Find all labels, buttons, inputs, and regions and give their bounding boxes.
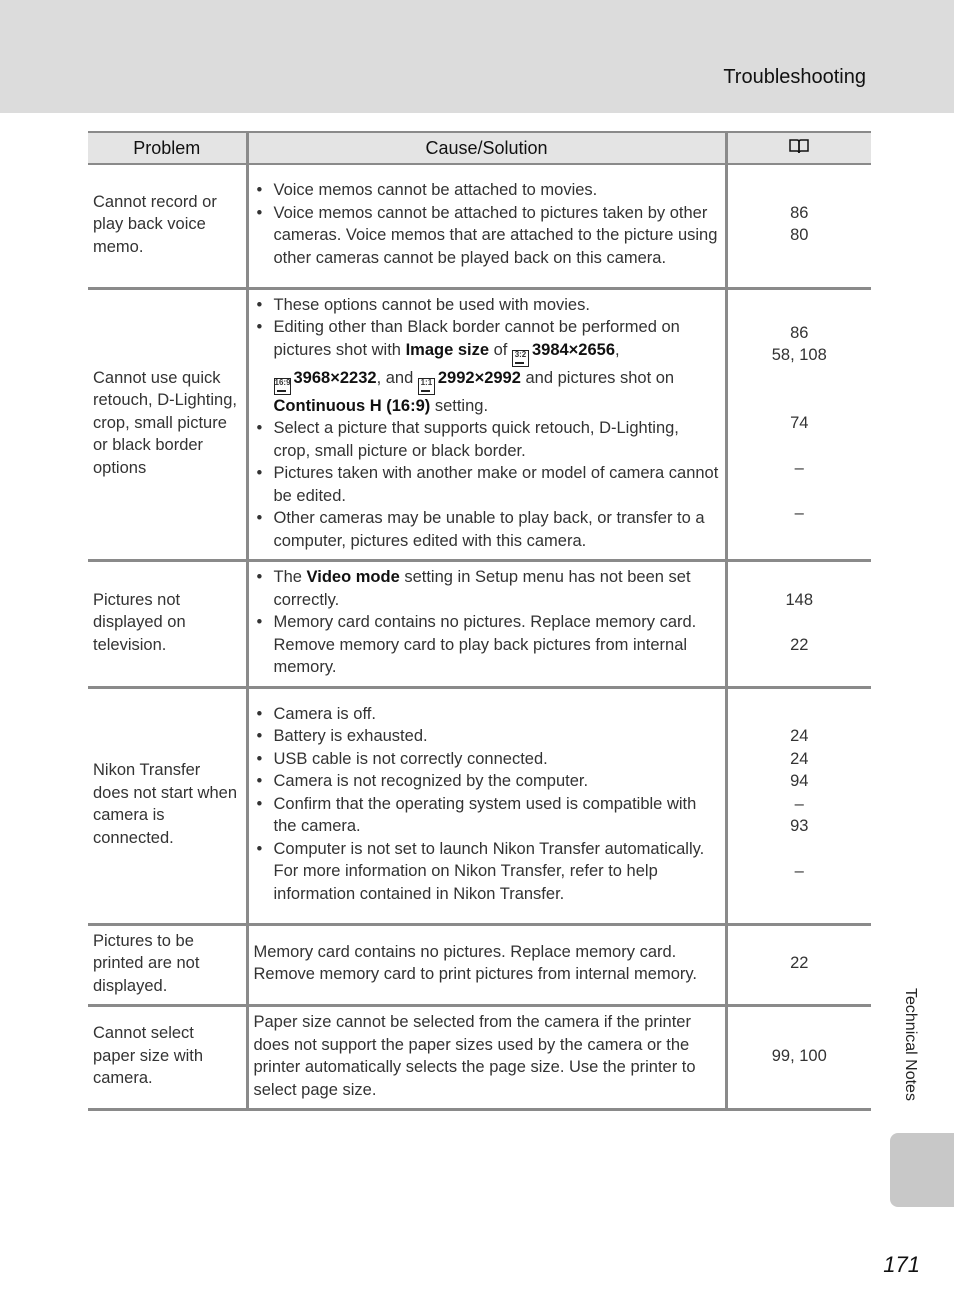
book-reference-icon [789,137,809,160]
cause-cell: Paper size cannot be selected from the camera if the printer does not support the paper sizes used by the camera or the printer automatically selects the page size. Use the printer to select page size. [247,1006,726,1110]
cause-text: Computer is not set to launch Nikon Transfer automatically. [273,839,705,858]
page-ref: 74 [790,413,809,432]
cause-item: • Voice memos cannot be attached to pictures taken by other cameras. Voice memos that are attached to the picture using other cameras cannot be played back on this camera. [254,202,720,270]
page-ref: 94 [790,772,809,791]
page-ref: – [794,503,804,522]
cause-text: , and [376,368,418,387]
cause-item [254,566,720,611]
reference-cell [726,1006,871,1110]
cause-cell [247,561,726,688]
page-ref: 99, 100 [771,1046,827,1065]
menu-item-name: Image size [405,340,490,359]
page-ref: 93 [790,817,809,836]
cause-item: • Camera is not recognized by the computer. [254,770,720,793]
table-row [88,561,871,688]
page-ref: 22 [790,635,809,654]
cause-item: • Select a picture that supports quick retouch, D-Lighting, crop, small picture or black border. [254,417,720,462]
image-size-3-2-icon: 3:2 [512,350,529,367]
page-header-title: Troubleshooting [723,66,866,88]
column-header-reference [726,132,871,164]
table-row [88,288,871,561]
page-ref: 24 [790,749,809,768]
table-row [88,1006,871,1110]
cause-item [254,316,720,417]
reference-cell [726,561,871,688]
problem-cell: Nikon Transfer does not start when camera is connected. [88,687,247,924]
table-row [88,924,871,1006]
column-header-problem: Problem [88,132,247,164]
cause-item: • Voice memos cannot be attached to movies. [254,179,720,202]
cause-item [254,838,720,906]
troubleshooting-table [88,131,871,1111]
section-thumb-tab [890,1133,954,1207]
cause-item: • Other cameras may be unable to play back, or transfer to a computer, pictures edited with this camera. [254,507,720,552]
page-ref: 22 [790,954,809,972]
page-ref: – [794,794,804,813]
page-number: 171 [883,1252,920,1277]
cause-item: • These options cannot be used with movies. [254,294,720,317]
setting-name: Continuous H (16:9) [273,396,431,415]
image-size-value: 3984×2656 [531,340,616,359]
page-ref: – [794,862,804,881]
cause-cell [247,164,726,288]
reference-cell [726,924,871,1006]
cause-item: • USB cable is not correctly connected. [254,748,720,771]
page-ref: 58, 108 [771,346,827,364]
cause-item: • Confirm that the operating system used is compatible with the camera. [254,793,720,838]
cause-text: and pictures shot on [520,368,675,387]
cause-text: setting. [430,396,489,415]
cause-text: of [489,340,512,359]
table-row [88,687,871,924]
image-size-16-9-icon: 16:9 [274,378,291,395]
cause-item: • Memory card contains no pictures. Replace memory card. Remove memory card to play back pictures from internal memory. [254,611,720,679]
table-header-row [88,132,871,164]
cause-text: The [273,568,307,586]
problem-cell: Pictures to be printed are not displayed. [88,924,247,1006]
cause-cell [247,288,726,561]
section-side-label: Technical Notes [902,988,919,1101]
reference-cell [726,164,871,288]
page-ref: 24 [790,727,809,746]
cause-item: • Camera is off. [254,703,720,726]
cause-text: Editing other than Black border cannot be performed on pictures shot with [273,318,680,359]
cause-cell: Memory card contains no pictures. Replace memory card. Remove memory card to print pictures from internal memory. [247,924,726,1006]
problem-cell: Pictures not displayed on television. [88,561,247,688]
header-band [0,0,954,113]
cause-text: setting in Setup menu has not been set correctly. [273,568,691,609]
cause-extra-text: For more information on Nikon Transfer, refer to help information contained in Nikon Transfer. [273,862,658,903]
problem-cell: Cannot select paper size with camera. [88,1006,247,1110]
cause-item: • Battery is exhausted. [254,725,720,748]
table-row [88,164,871,288]
image-size-value: 3968×2232 [293,368,377,387]
page-ref: 86 [790,203,809,222]
reference-cell [726,288,871,561]
cause-text: , [615,340,620,359]
page-ref: 86 [790,323,809,342]
image-size-value: 2992×2992 [437,368,521,387]
page-ref: – [794,458,804,477]
cause-item: • Pictures taken with another make or model of camera cannot be edited. [254,462,720,507]
page-ref: 148 [785,590,814,609]
setting-name: Video mode [306,568,400,586]
reference-cell [726,687,871,924]
page-ref: 80 [790,226,809,245]
problem-cell: Cannot use quick retouch, D-Lighting, crop, small picture or black border options [88,288,247,561]
image-size-1-1-icon: 1:1 [418,378,435,395]
column-header-cause: Cause/Solution [247,132,726,164]
cause-cell [247,687,726,924]
problem-cell: Cannot record or play back voice memo. [88,164,247,288]
